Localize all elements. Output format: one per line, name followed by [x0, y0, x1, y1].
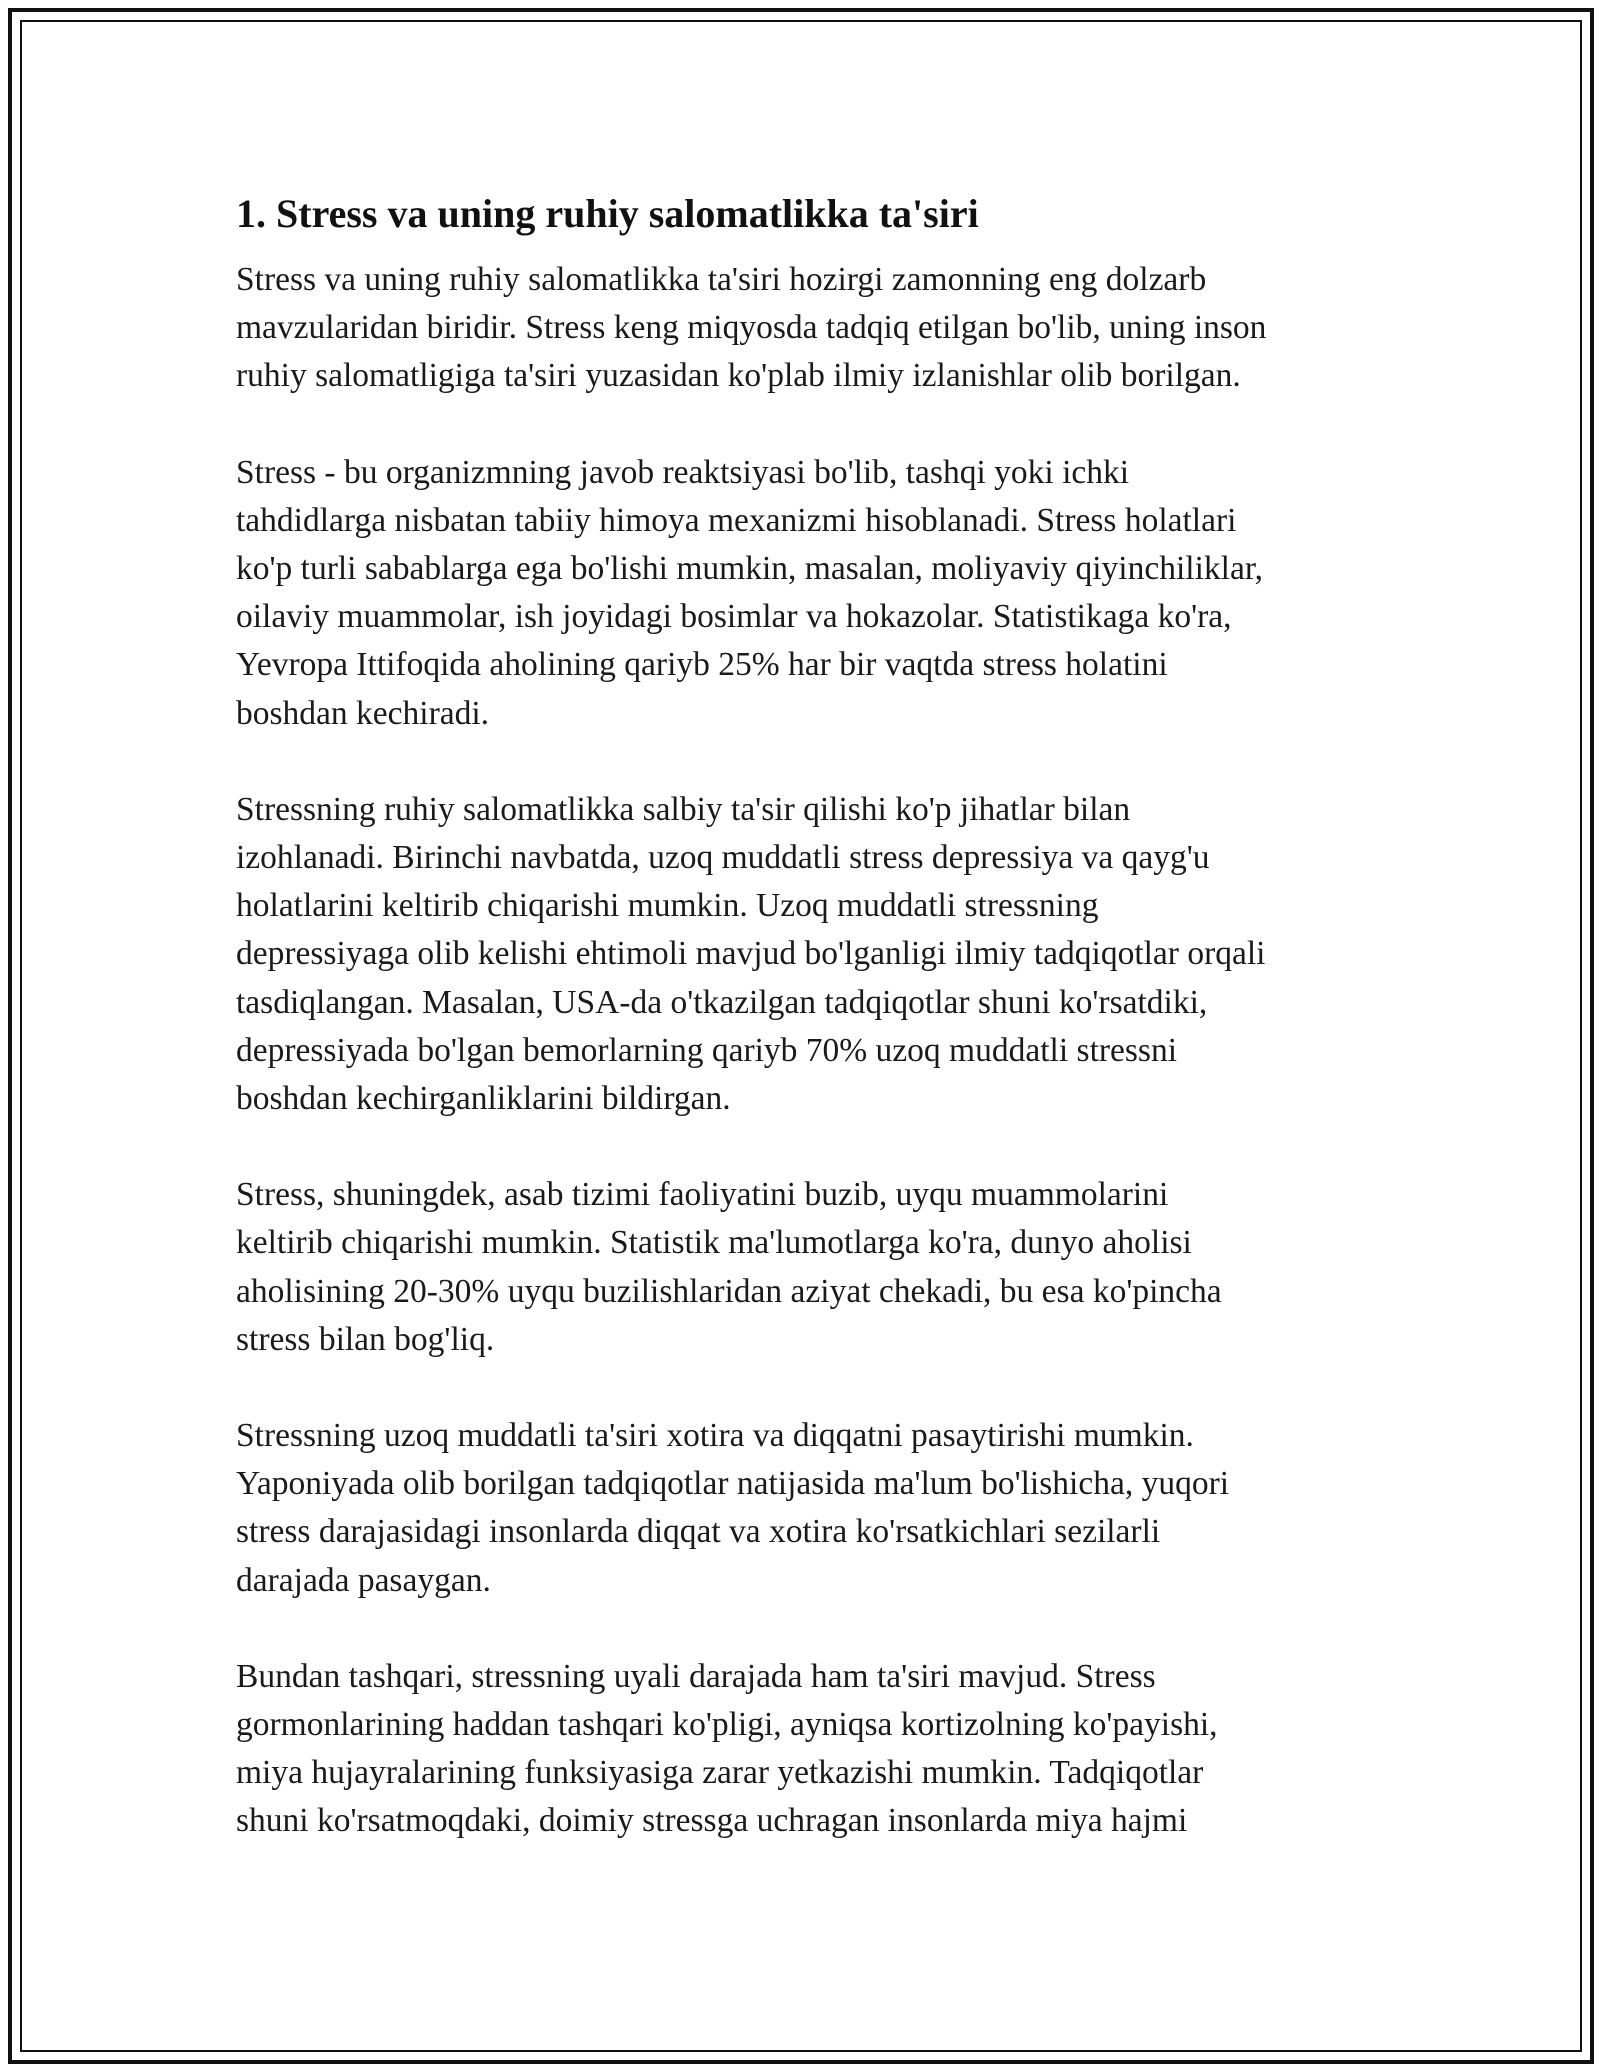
text-line: depressiyaga olib kelishi ehtimoli mavjud bo'lganligi ilmiy tadqiqotlar orqali [236, 935, 1266, 973]
paragraph-5 [236, 1412, 1376, 1605]
text-line: Stress va uning ruhiy salomatlikka ta'siri hozirgi zamonning eng dolzarb [236, 261, 1207, 298]
text-line: ruhiy salomatligiga ta'siri yuzasidan ko'plab ilmiy izlanishlar olib borilgan. [236, 357, 1241, 395]
text-line: boshdan kechiradi. [236, 694, 490, 732]
text-line: stress bilan bog'liq. [236, 1320, 495, 1358]
text-line: Stressning uzoq muddatli ta'siri xotira va diqqatni pasaytirishi mumkin. [236, 1417, 1194, 1455]
text-line: darajada pasaygan. [236, 1561, 491, 1599]
text-line: holatlarini keltirib chiqarishi mumkin. Uzoq muddatli stressning [236, 887, 1099, 925]
paragraph-2 [236, 449, 1376, 738]
text-line: oilaviy muammolar, ish joyidagi bosimlar va hokazolar. Statistikaga ko'ra, [236, 598, 1232, 636]
text-line: shuni ko'rsatmoqdaki, doimiy stressga uchragan insonlarda miya hajmi [236, 1802, 1188, 1840]
document-body [236, 186, 1376, 1894]
text-line: tahdidlarga nisbatan tabiiy himoya mexanizmi hisoblanadi. Stress holatlari [236, 501, 1237, 539]
text-line: Bundan tashqari, stressning uyali darajada ham ta'siri mavjud. Stress [236, 1657, 1156, 1695]
text-line: ko'p turli sabablarga ega bo'lishi mumkin, masalan, moliyaviy qiyinchiliklar, [236, 550, 1264, 588]
text-line: Yevropa Ittifoqida aholining qariyb 25% har bir vaqtda stress holatini [236, 646, 1168, 684]
text-line: Stress - bu organizmning javob reaktsiyasi bo'lib, tashqi yoki ichki [236, 453, 1130, 491]
text-line: mavzularidan biridir. Stress keng miqyosda tadqiq etilgan bo'lib, uning inson [236, 309, 1267, 347]
text-line: Stressning ruhiy salomatlikka salbiy ta'sir qilishi ko'p jihatlar bilan [236, 790, 1131, 828]
text-line: keltirib chiqarishi mumkin. Statistik ma'lumotlarga ko'ra, dunyo aholisi [236, 1224, 1192, 1262]
paragraph-4 [236, 1171, 1376, 1364]
text-line: aholisining 20-30% uyqu buzilishlaridan aziyat chekadi, bu esa ko'pincha [236, 1272, 1222, 1310]
text-line: Yaponiyada olib borilgan tadqiqotlar natijasida ma'lum bo'lishicha, yuqori [236, 1465, 1230, 1503]
text-line: boshdan kechirganliklarini bildirgan. [236, 1080, 731, 1118]
paragraph-3 [236, 786, 1376, 1123]
text-line: stress darajasidagi insonlarda diqqat va xotira ko'rsatkichlari sezilarli [236, 1513, 1161, 1551]
section-heading: 1. Stress va uning ruhiy salomatlikka ta'siri [236, 191, 979, 236]
text-line: depressiyada bo'lgan bemorlarning qariyb 70% uzoq muddatli stressni [236, 1031, 1178, 1069]
text-line: gormonlarining haddan tashqari ko'pligi, ayniqsa kortizolning ko'payishi, [236, 1706, 1218, 1744]
text-line: miya hujayralarining funksiyasiga zarar yetkazishi mumkin. Tadqiqotlar [236, 1754, 1204, 1792]
text-line: izohlanadi. Birinchi navbatda, uzoq muddatli stress depressiya va qayg'u [236, 839, 1210, 877]
text-line: tasdiqlangan. Masalan, USA-da o'tkazilgan tadqiqotlar shuni ko'rsatdiki, [236, 983, 1208, 1021]
text-line: Stress, shuningdek, asab tizimi faoliyatini buzib, uyqu muammolarini [236, 1176, 1169, 1214]
paragraph-1 [236, 256, 1376, 401]
paragraph-6 [236, 1653, 1376, 1846]
